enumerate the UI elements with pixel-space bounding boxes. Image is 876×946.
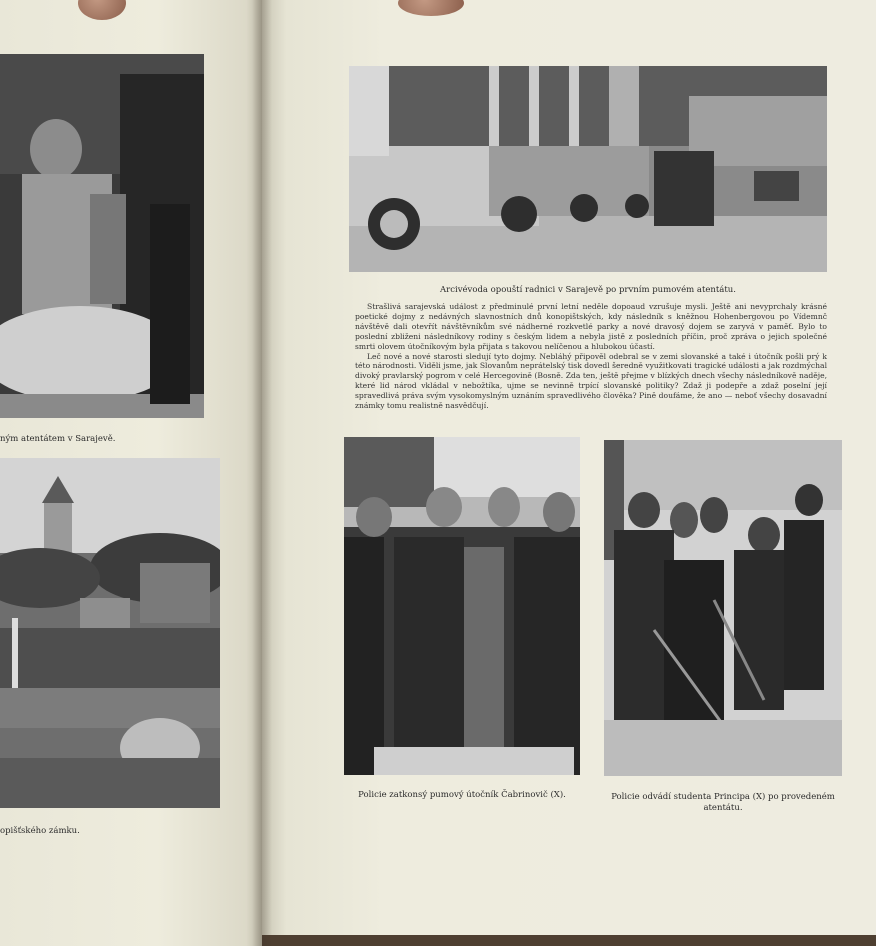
photo-archduke-portrait <box>0 54 204 418</box>
photo-cabrinovic-arrest <box>344 437 580 775</box>
caption-archduke: Arcivévoda opouští radnici v Sarajevě po prvním pumovém atentátu. <box>440 285 736 295</box>
caption-princip <box>604 792 842 814</box>
caption-left-bottom: opišťského zámku. <box>0 826 80 836</box>
article-paragraph-2: Leč nové a nové starosti sledují tyto dojmy. Nebláhý připověl odebral se v zemi slovanské a také i útočník pošli prý k této národnosti. Viděli jsme, jak Slovanům neprátelský tisk dovedl šeredně využitkovati tragické události a jak rozdmýchal divoký pravlarský pogrom v celé Hercegovině (Bosně. Zda ten, ještě přejme v blízkých dnech všechy následníkově naděje, které lid národ vkládal v nebožtíka, ujme se nevinně trpící slovanské politiky? Zdaž ji podepře a zdaž poselní její spravedlivá práva svým vysokomyslným uznáním spravedlivého člověka? Pině doufáme, že ano — neboť všechy dosavadní známky tomu realistně nasvědčují. <box>355 351 827 411</box>
caption-left-top: ným atentátem v Sarajevě. <box>0 434 116 444</box>
article-paragraph-1: Strašlivá sarajevská událost z předminulé první letní neděle dopoaud vzrušuje mysli. Ještě ani nevyprchaly krásné poetické dojmy z nedávných slavnostních dnů konopištských, kdy následník s kněžnou Hohenbergovou po Vídemnč návštěvě dali otevřít návštěvníkům své nádherné rozkvetlé parky a nové dravosý dojem se zaryvá v paměť. Bylo to poslední zbliženi následníkovy rodiny s českým lidem a nebyla jistě z posledních příčin, proč zpráva o jejich společné smrti olovem útočníkovým byla přijata s takovou nelíčenou a hlubokou účastí. <box>355 302 827 351</box>
article-text <box>355 302 827 411</box>
caption-princip-line1: Policie odvádí studenta Principa (X) po provedeném <box>611 792 835 802</box>
book-gutter <box>252 0 272 946</box>
photo-castle <box>0 458 220 808</box>
caption-princip-line2: atentátu. <box>703 803 743 813</box>
photo-princip-arrest <box>604 440 842 776</box>
caption-cabrinovic: Policie zatkonsý pumový útočník Čabrinovič (X). <box>358 790 566 800</box>
photo-archduke-cars <box>349 66 827 272</box>
